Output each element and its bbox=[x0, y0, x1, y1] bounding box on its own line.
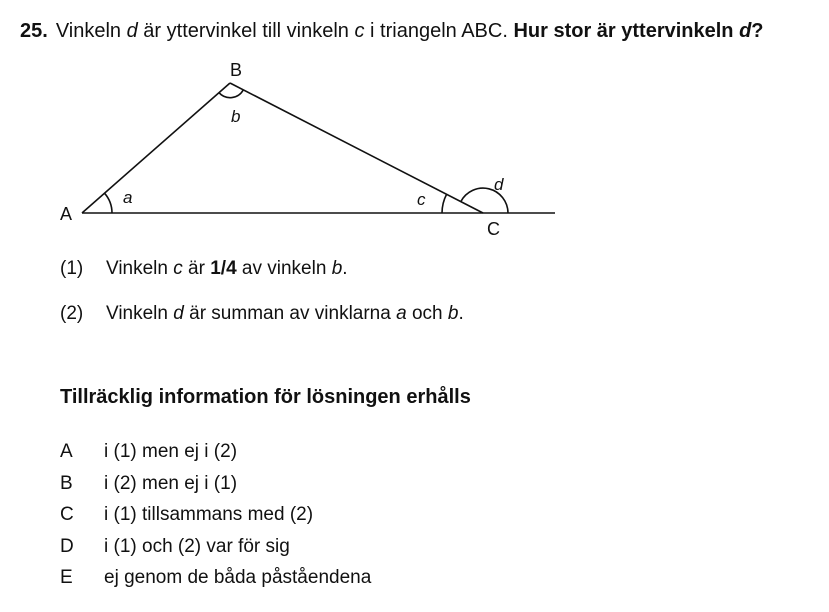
question-part-1: Vinkeln bbox=[55, 20, 127, 42]
angle-label-d: d bbox=[494, 175, 504, 194]
statement-1 bbox=[60, 258, 464, 303]
option-text: i (1) och (2) var för sig bbox=[104, 535, 290, 557]
question-number: 25. bbox=[20, 20, 48, 42]
angle-label-c: c bbox=[417, 190, 426, 209]
statement-2 bbox=[60, 303, 464, 348]
option-letter: B bbox=[60, 472, 73, 494]
statement-text: Vinkeln c är 1/4 av vinkeln b. bbox=[106, 258, 348, 279]
option-d[interactable] bbox=[60, 536, 371, 568]
side-bc bbox=[230, 83, 483, 213]
question-bold-end: ? bbox=[751, 20, 764, 42]
option-c[interactable] bbox=[60, 504, 371, 536]
question-bold-part: Hur stor är yttervinkeln bbox=[513, 20, 740, 42]
angle-arc-c bbox=[442, 194, 447, 213]
vertex-label-a: A bbox=[60, 204, 73, 224]
option-e[interactable] bbox=[60, 567, 371, 599]
angle-arc-a bbox=[105, 193, 113, 213]
option-text: i (2) men ej i (1) bbox=[104, 472, 238, 494]
option-text: i (1) tillsammans med (2) bbox=[104, 504, 314, 525]
option-letter: C bbox=[60, 504, 74, 525]
statement-number: (2) bbox=[60, 303, 84, 324]
statement-text: Vinkeln d är summan av vinklarna a och b. bbox=[106, 303, 464, 324]
question-part-3: i triangeln ABC. bbox=[364, 20, 514, 42]
angle-arc-b bbox=[219, 90, 243, 98]
statement-list bbox=[60, 258, 464, 348]
angle-label-a: a bbox=[123, 188, 133, 207]
option-letter: A bbox=[60, 441, 73, 462]
question-bold-var-d: d bbox=[739, 20, 752, 42]
option-b[interactable] bbox=[60, 473, 371, 505]
vertex-label-b: B bbox=[230, 60, 243, 80]
option-text: i (1) men ej i (2) bbox=[104, 441, 238, 462]
triangle-figure bbox=[0, 0, 829, 260]
option-letter: D bbox=[60, 535, 74, 557]
option-letter: E bbox=[60, 567, 73, 588]
option-text: ej genom de båda påståendena bbox=[104, 567, 372, 588]
question-part-2: är yttervinkel till vinkeln bbox=[137, 20, 355, 42]
question-var-d: d bbox=[126, 20, 138, 42]
sufficiency-heading: Tillräcklig information för lösningen erhålls bbox=[60, 386, 471, 408]
option-a[interactable] bbox=[60, 441, 371, 473]
statement-number: (1) bbox=[60, 258, 84, 279]
angle-label-b: b bbox=[231, 107, 241, 126]
vertex-label-c: C bbox=[487, 219, 500, 239]
question-var-c: c bbox=[354, 20, 365, 42]
answer-options bbox=[60, 441, 371, 599]
